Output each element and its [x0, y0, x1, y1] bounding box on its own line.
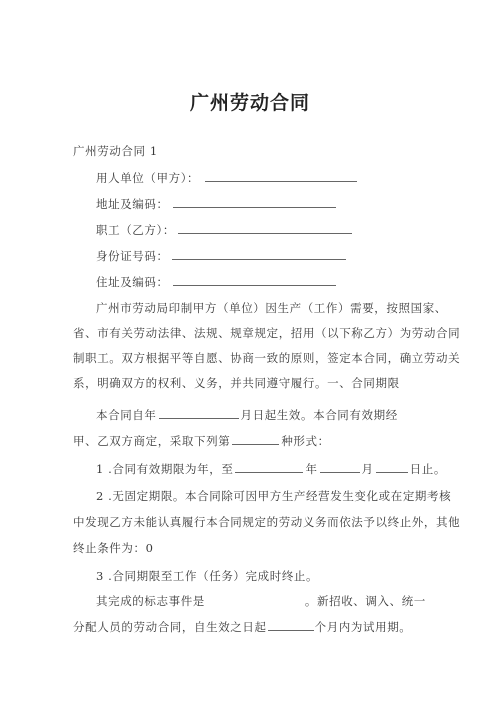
item1-month: 月 — [361, 462, 374, 476]
para1-line4: 系，明确双方的权利、义务，并共同遵守履行。一、合同期限 — [73, 376, 400, 390]
item2-line2: 中发现乙方未能认真履行本合同规定的劳动义务而依法予以终止外，其他 — [73, 515, 461, 529]
completion-after: 。新招收、调入、统一 — [304, 594, 426, 608]
probation-after: 个月内为试用期。 — [314, 620, 412, 634]
item1-day-end: 日止。 — [409, 462, 446, 476]
field-address-label: 地址及编码： — [96, 197, 169, 211]
completion-line — [96, 593, 426, 609]
document-subtitle: 广州劳动合同 1 — [73, 144, 158, 158]
field-employee-blank — [178, 222, 352, 234]
term-start-blank — [159, 407, 239, 419]
field-employee-label: 职工（乙方）： — [96, 223, 175, 237]
probation-months-blank — [268, 619, 314, 631]
field-employer-label: 用人单位（甲方）： — [96, 171, 200, 185]
item1-before: 1 .合同有效期限为年，至 — [96, 462, 234, 476]
document-title: 广州劳动合同 — [189, 92, 310, 114]
item3-line: 3 .合同期限至工作（任务）完成时终止。 — [96, 569, 319, 583]
item1-year: 年 — [305, 462, 318, 476]
field-residence — [96, 274, 336, 290]
item1-day-blank — [376, 461, 408, 473]
forms-line — [73, 433, 330, 449]
item1-month-blank — [320, 461, 360, 473]
para1-line2: 省、市有关劳动法律、法规、规章规定，招用（以下称乙方）为劳动合同 — [73, 326, 461, 340]
field-id-number — [96, 248, 346, 264]
probation-before: 分配人员的劳动合同，自生效之日起 — [73, 620, 267, 634]
field-employer-blank — [205, 170, 357, 182]
field-id-number-label: 身份证号码： — [96, 249, 169, 263]
field-address — [96, 196, 336, 212]
para1-line3: 制职工。双方根据平等自愿、协商一致的原则，签定本合同，确立劳动关 — [73, 351, 461, 365]
field-address-blank — [173, 196, 336, 208]
forms-choice-blank — [232, 433, 279, 445]
forms-line-before: 甲、乙双方商定，采取下列第 — [73, 434, 231, 448]
para1-line1: 广州市劳动局印制甲方（单位）因生产（工作）需要，按照国家、 — [96, 301, 447, 315]
term-line-before: 本合同自年 — [96, 408, 157, 422]
item2-line3: 终止条件为：0 — [73, 541, 154, 555]
field-employee — [96, 222, 352, 238]
item1-line — [96, 461, 446, 477]
forms-line-after: 种形式： — [281, 434, 330, 448]
field-employer — [96, 170, 357, 186]
item2-line1: 2 .无固定期限。本合同除可因甲方生产经营发生变化或在定期考核 — [96, 489, 452, 503]
field-id-number-blank — [172, 248, 346, 260]
field-residence-blank — [173, 274, 336, 286]
completion-before: 其完成的标志事件是 — [96, 594, 205, 608]
term-line — [96, 407, 398, 423]
item1-year-blank — [235, 461, 303, 473]
term-line-after: 月日起生效。本合同有效期经 — [240, 408, 398, 422]
probation-line — [73, 619, 411, 635]
field-residence-label: 住址及编码： — [96, 275, 169, 289]
